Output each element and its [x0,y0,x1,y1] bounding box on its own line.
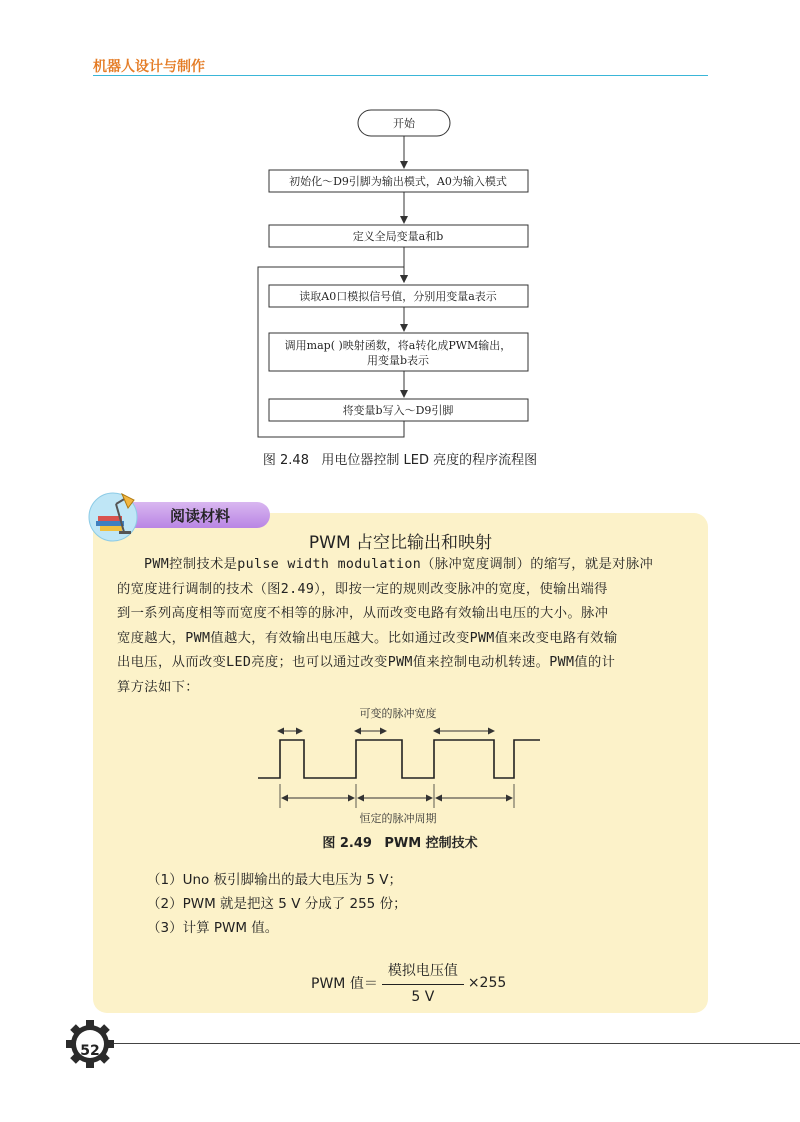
paragraph-line: 的宽度进行调制的技术（图2.49），即按一定的规则改变脉冲的宽度，使输出端得 [117,581,608,597]
reading-tab-label: 阅读材料 [170,507,231,525]
formula-multiplier: ×255 [467,975,507,991]
book-title: 机器人设计与制作 [93,59,205,75]
paragraph-line: 出电压，从而改变LED亮度；也可以通过改变PWM值来控制电动机转速。PWM值的计 [117,655,616,670]
figure-248-number: 图 2.48 [262,453,309,468]
page-number: 52 [80,1043,100,1059]
flow-step-define-label: 定义全局变量a和b [352,230,444,243]
figure-248-caption [0,449,800,468]
flow-step-read-label: 读取A0口模拟信号值，分别用变量a表示 [299,290,497,303]
flow-step-write-label: 将变量b写入～D9引脚 [342,404,454,417]
paragraph-line: PWM控制技术是pulse width modulation（脉冲宽度调制）的缩写，就是对脉冲 [144,557,654,572]
formula-lhs: PWM 值＝ [311,976,378,992]
pwm-signal [258,740,540,778]
variable-width-label: 可变的脉冲宽度 [359,707,437,720]
list-item: （2）PWM 就是把这 5 V 分成了 255 份； [147,896,407,912]
flow-step-map-label-2: 用变量b表示 [366,354,430,367]
list-item: （3）计算 PWM 值。 [147,920,279,936]
reading-paragraph [117,553,690,700]
formula-denominator: 5 V [411,989,435,1005]
flowchart [250,105,550,445]
pwm-waveform-figure [250,700,550,830]
footer-rule [105,1043,800,1044]
reading-title: PWM 占空比输出和映射 [308,533,493,553]
paragraph-line: 宽度越大，PWM值越大，有效输出电压越大。比如通过改变PWM值来改变电路有效输 [117,630,618,646]
flow-step-map-label-1: 调用map( )映射函数，将a转化成PWM输出， [284,339,512,352]
figure-248-text: 用电位器控制 LED 亮度的程序流程图 [321,453,538,468]
list-item: （1）Uno 板引脚输出的最大电压为 5 V； [147,872,402,888]
header-rule [93,75,708,76]
paragraph-line: 到一系列高度相等而宽度不相等的脉冲，从而改变电路有效输出电压的大小。脉冲 [117,606,609,621]
figure-249-caption [0,832,800,851]
pwm-formula [310,960,507,1006]
flow-start-label: 开始 [393,117,415,130]
paragraph-line: 算方法如下： [117,679,199,695]
steps-list [147,868,407,940]
figure-249-number: 图 2.49 [322,836,372,851]
formula-numerator: 模拟电压值 [382,960,464,985]
flow-step-init-label: 初始化～D9引脚为输出模式，A0为输入模式 [289,175,507,188]
figure-249-text: PWM 控制技术 [384,836,478,851]
constant-period-label: 恒定的脉冲周期 [359,812,437,825]
